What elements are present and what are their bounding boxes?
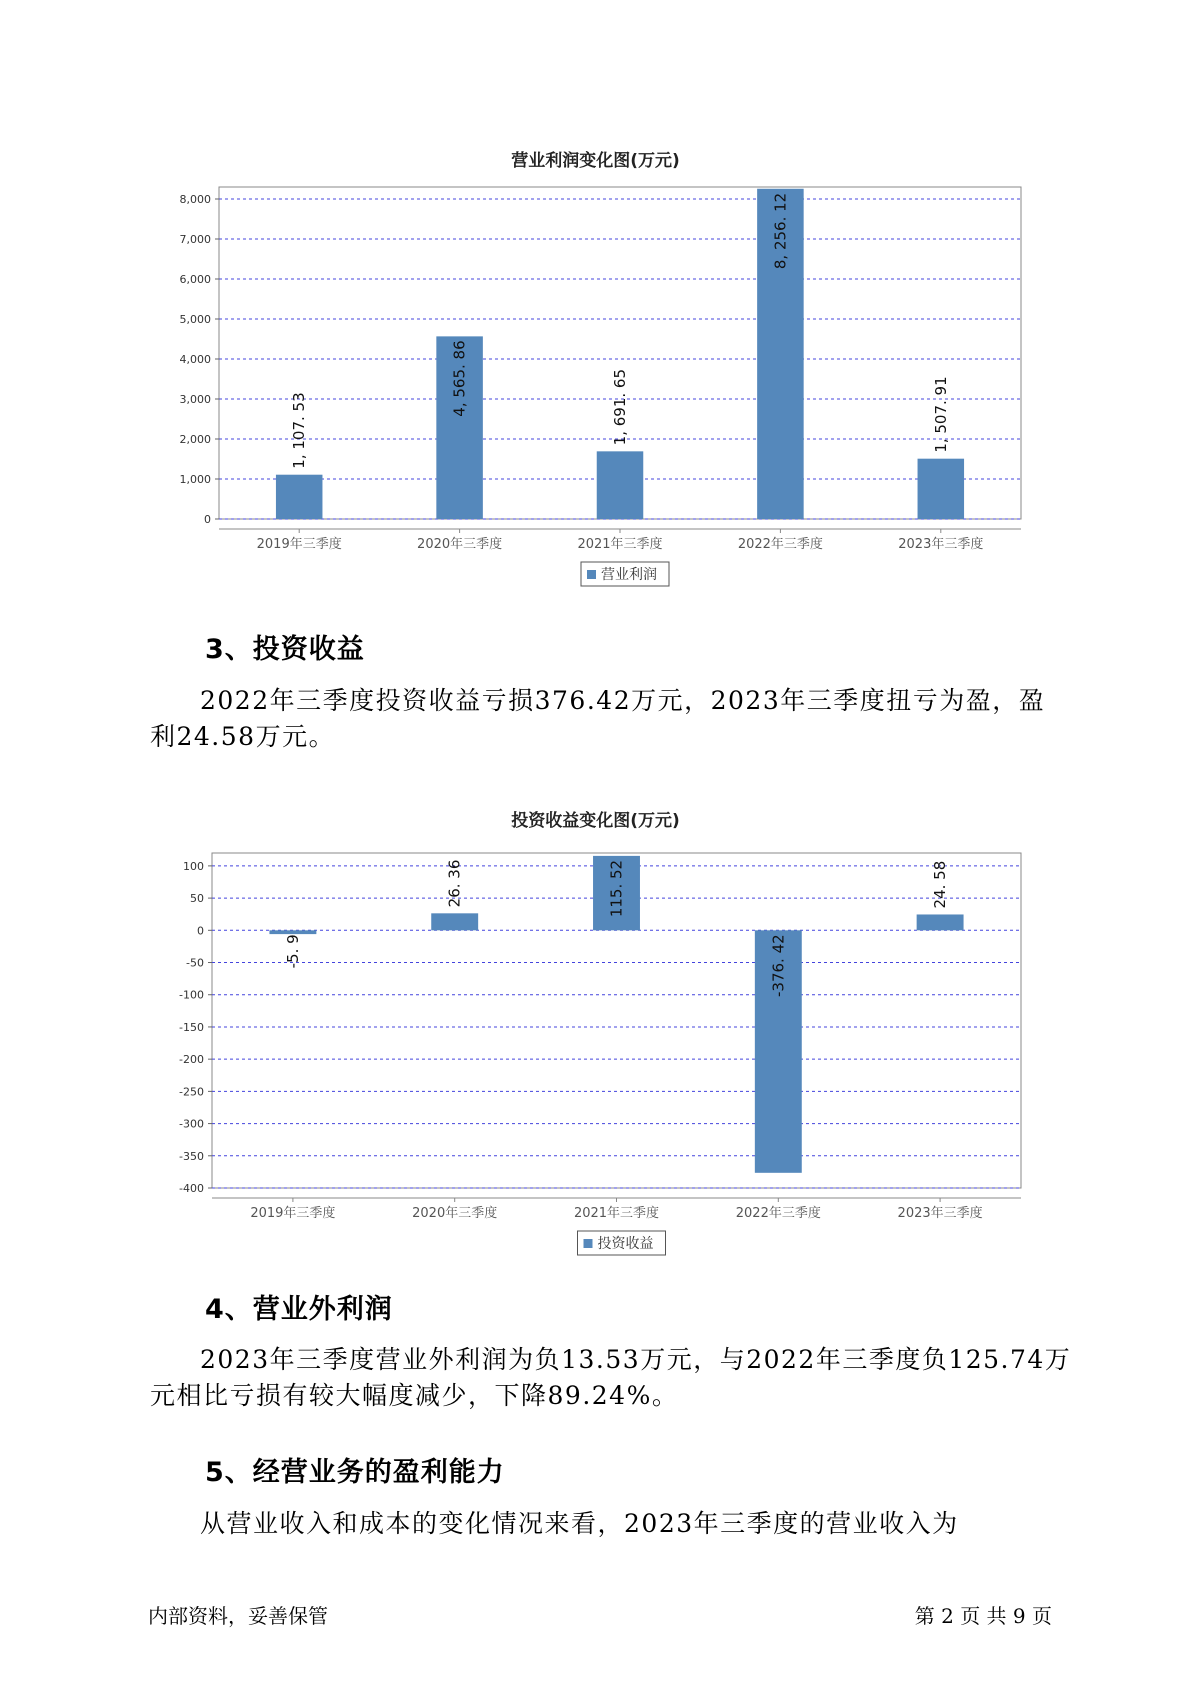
data-label: 1, 507. 91 <box>931 376 950 453</box>
bar <box>918 459 965 519</box>
x-tick-label: 2022年三季度 <box>737 537 823 552</box>
data-label: 115. 52 <box>607 859 626 918</box>
section-3-paragraph <box>150 683 1050 755</box>
y-tick-label: 8,000 <box>179 193 211 206</box>
bar <box>917 914 964 930</box>
y-tick-label: -400 <box>179 1182 204 1195</box>
section-4-line-1: 2023年三季度营业外利润为负13.53万元，与2022年三季度负125.74万 <box>200 1345 1072 1374</box>
footer-page-number: 第 2 页 共 9 页 <box>914 1604 1052 1628</box>
x-tick-label: 2019年三季度 <box>256 537 342 552</box>
x-tick-label: 2020年三季度 <box>417 537 503 552</box>
chart-title-operating-profit: 营业利润变化图(万元) <box>511 151 680 171</box>
bar <box>269 930 316 934</box>
y-tick-label: 50 <box>190 892 204 906</box>
y-tick-label: -350 <box>179 1149 204 1163</box>
section-5-line-1: 从营业收入和成本的变化情况来看，2023年三季度的营业收入为 <box>200 1509 959 1538</box>
legend-label: 投资收益 <box>597 1236 654 1252</box>
section-3-heading: 3、投资收益 <box>205 634 365 665</box>
y-tick-label: -300 <box>179 1117 204 1131</box>
x-tick-label: 2020年三季度 <box>412 1206 498 1221</box>
section-4-line-2: 元相比亏损有较大幅度减少，下降89.24%。 <box>150 1381 679 1410</box>
x-tick-label: 2023年三季度 <box>898 537 984 552</box>
chart-title-investment-income: 投资收益变化图(万元) <box>511 811 680 831</box>
y-tick-label: 0 <box>204 513 211 526</box>
data-label: 1, 691. 65 <box>611 368 629 446</box>
x-tick-label: 2022年三季度 <box>735 1206 821 1221</box>
data-label: -5. 9 <box>283 934 302 969</box>
section-5-heading: 5、经营业务的盈利能力 <box>205 1457 505 1488</box>
y-tick-label: 2,000 <box>179 433 211 446</box>
data-label: -376. 42 <box>769 934 788 997</box>
y-tick-label: 3,000 <box>179 393 211 406</box>
section-3-line-1: 2022年三季度投资收益亏损376.42万元，2023年三季度扭亏为盈，盈 <box>200 686 1046 715</box>
section-4-paragraph <box>150 1342 1072 1414</box>
data-label: 24. 58 <box>931 860 950 909</box>
x-tick-label: 2021年三季度 <box>577 537 663 552</box>
x-tick-label: 2023年三季度 <box>897 1206 983 1221</box>
data-label: 8, 256. 12 <box>771 192 790 270</box>
legend-label: 营业利润 <box>601 567 657 583</box>
bar <box>276 475 323 519</box>
operating-profit-chart <box>0 180 1191 583</box>
y-tick-label: -50 <box>186 956 204 970</box>
y-tick-label: -100 <box>179 988 204 1002</box>
bar <box>597 451 644 519</box>
section-4-heading: 4、营业外利润 <box>205 1294 393 1325</box>
y-tick-label: 0 <box>197 924 204 938</box>
legend-swatch <box>584 1239 593 1248</box>
y-tick-label: 4,000 <box>179 353 211 366</box>
y-tick-label: 7,000 <box>179 233 211 246</box>
investment-income-chart <box>0 830 1191 1252</box>
y-tick-label: 100 <box>183 859 204 873</box>
data-label: 26. 36 <box>445 859 464 908</box>
y-tick-label: -250 <box>179 1085 204 1099</box>
data-label: 4, 565. 86 <box>450 340 469 417</box>
x-tick-label: 2019年三季度 <box>250 1206 336 1221</box>
y-tick-label: 5,000 <box>179 313 211 326</box>
y-tick-label: -150 <box>179 1020 204 1034</box>
y-tick-label: -200 <box>179 1053 204 1067</box>
footer-confidential-note: 内部资料，妥善保管 <box>148 1604 328 1628</box>
y-tick-label: 1,000 <box>179 473 211 486</box>
data-label: 1, 107. 53 <box>290 392 309 469</box>
bar <box>431 913 478 930</box>
y-tick-label: 6,000 <box>179 273 211 286</box>
x-tick-label: 2021年三季度 <box>573 1206 660 1221</box>
section-3-line-2: 利24.58万元。 <box>150 722 336 751</box>
legend-swatch <box>587 570 596 579</box>
section-5-paragraph <box>150 1506 1050 1542</box>
